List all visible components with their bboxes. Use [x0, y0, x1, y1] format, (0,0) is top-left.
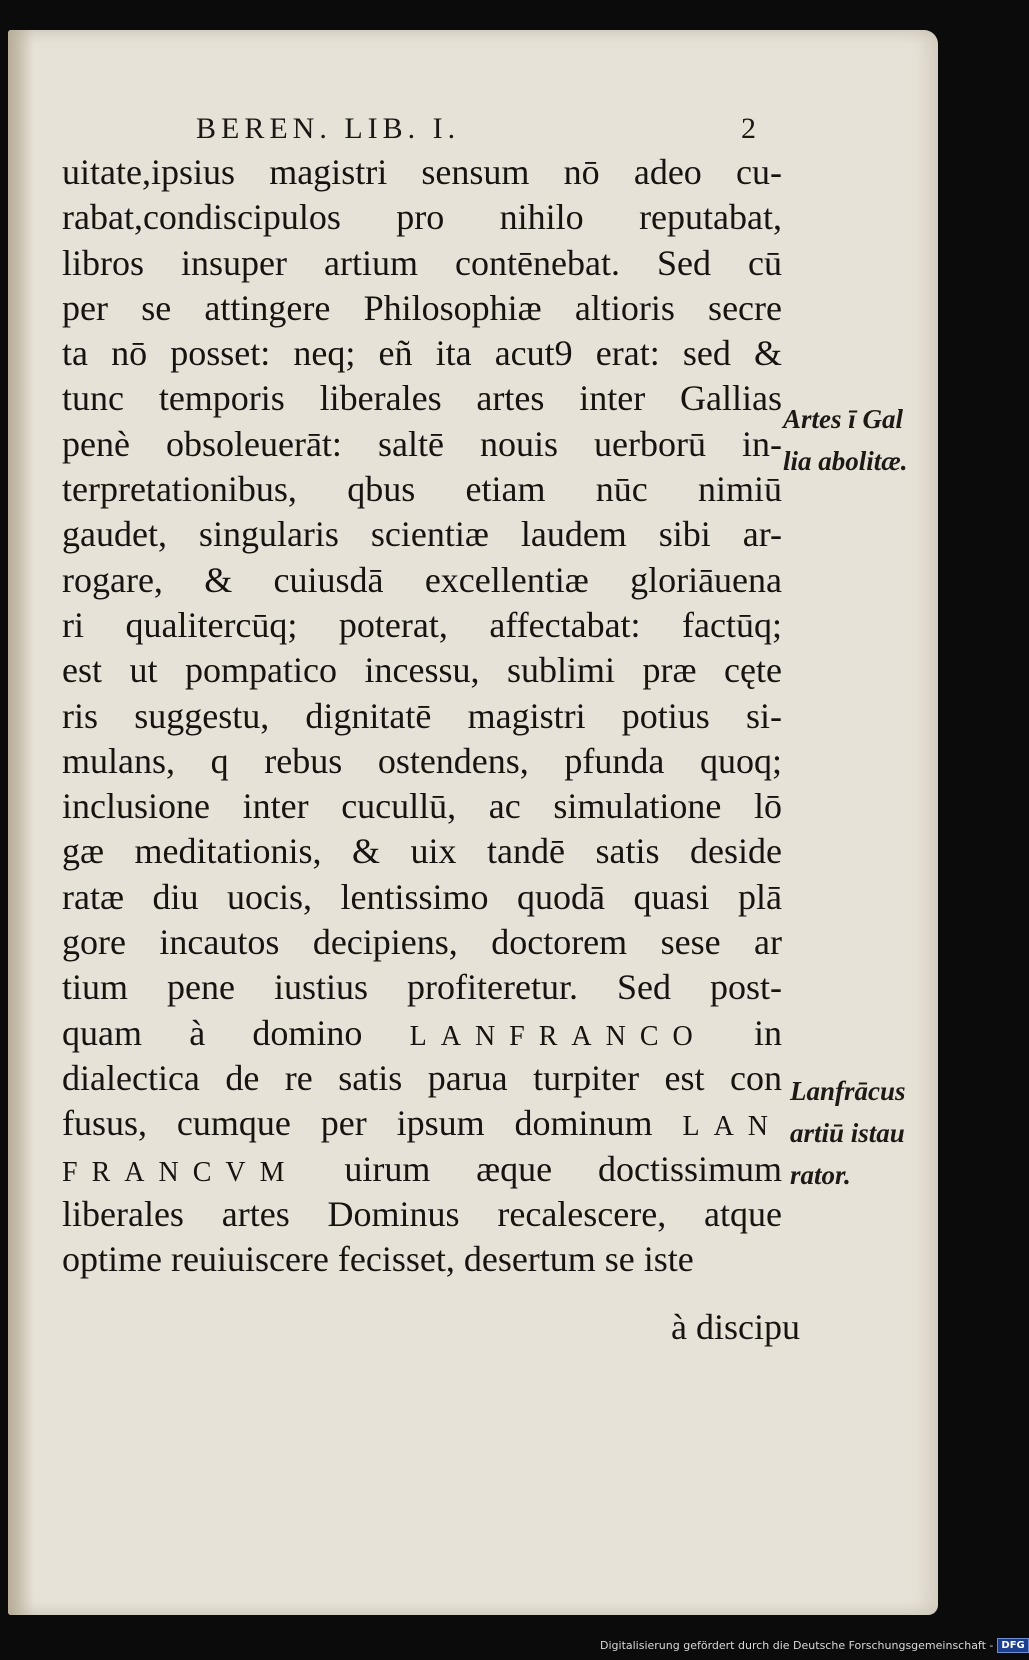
text-line: gæ meditationis, & uix tandē satis deside: [62, 831, 782, 872]
text-line: uitate,ipsius magistri sensum nō adeo cu-: [62, 152, 782, 192]
text-line: ris suggestu, dignitatē magistri potius si-: [62, 695, 782, 736]
margin-note-artes: [783, 398, 908, 482]
name-lanfranco: LANFRANCO: [409, 1020, 707, 1052]
text-line: tium pene iustius profiteretur. Sed post-: [62, 967, 782, 1008]
page-number: 2: [741, 112, 756, 145]
text-line: est ut pompatico incessu, sublimi præ cęte: [62, 650, 782, 691]
text-line-lanfranco: [62, 1011, 782, 1056]
text-fragment: fusus, cumque per ipsum dominum: [62, 1103, 653, 1144]
running-head-title: BEREN. LIB. I.: [196, 112, 461, 145]
margin-note-line: rator.: [790, 1160, 851, 1190]
text-line: ri qualitercūq; poterat, affectabat: factūq;: [62, 604, 782, 645]
text-line-lan: [62, 1101, 782, 1146]
page-gutter-shadow: [8, 30, 34, 1615]
margin-note-line: Lanfrācus: [790, 1076, 906, 1106]
margin-note-line: Artes ī Gal: [783, 404, 904, 434]
text-line-francum: [62, 1147, 782, 1192]
text-line: optime reuiuiscere fecisset, desertum se iste: [62, 1239, 694, 1280]
text-line: ta nō posset: neq; eñ ita acut9 erat: sed &: [62, 333, 782, 374]
text-line: rabat,condiscipulos pro nihilo reputabat,: [62, 197, 782, 238]
name-francum: FRANCVM: [62, 1156, 299, 1188]
name-lan: LAN: [682, 1111, 783, 1143]
text-line: liberales artes Dominus recalescere, atque: [62, 1193, 782, 1234]
dfg-logo-icon: DFG: [997, 1638, 1028, 1653]
text-line: rogare, & cuiusdā excellentiæ gloriāuena: [62, 559, 782, 600]
margin-note-line: artiū istau: [790, 1118, 905, 1148]
margin-note-line: lia abolitæ.: [783, 446, 908, 476]
text-line: inclusione inter cucullū, ac simulatione lō: [62, 786, 782, 827]
text-line: penè obsoleuerāt: saltē nouis uerborū in-: [62, 423, 782, 464]
text-fragment: in: [753, 1012, 782, 1053]
digitization-credit: [600, 1638, 1025, 1656]
text-line: gore incautos decipiens, doctorem sese ar: [62, 922, 782, 963]
text-fragment: quam à domino: [62, 1012, 363, 1053]
catchword: à discipu: [671, 1307, 800, 1347]
text-line: dialectica de re satis parua turpiter est con: [62, 1057, 782, 1098]
text-line: per se attingere Philosophiæ altioris secre: [62, 287, 782, 328]
text-line: mulans, q rebus ostendens, pfunda quoq;: [62, 740, 782, 781]
text-line: ratæ diu uocis, lentissimo quodā quasi plā: [62, 876, 782, 917]
text-fragment: uirum æque doctissimum: [344, 1148, 782, 1189]
text-line: libros insuper artium contēnebat. Sed cū: [62, 242, 782, 283]
text-line: terpretationibus, qbus etiam nūc nimiū: [62, 469, 782, 510]
text-line: tunc temporis liberales artes inter Gallias: [62, 378, 782, 419]
text-line: gaudet, singularis scientiæ laudem sibi ar-: [62, 514, 782, 555]
body-text: [62, 150, 782, 1282]
credit-text: Digitalisierung gefördert durch die Deutsche Forschungsgemeinschaft -: [600, 1638, 994, 1652]
margin-note-lanfrancus: [790, 1070, 906, 1196]
